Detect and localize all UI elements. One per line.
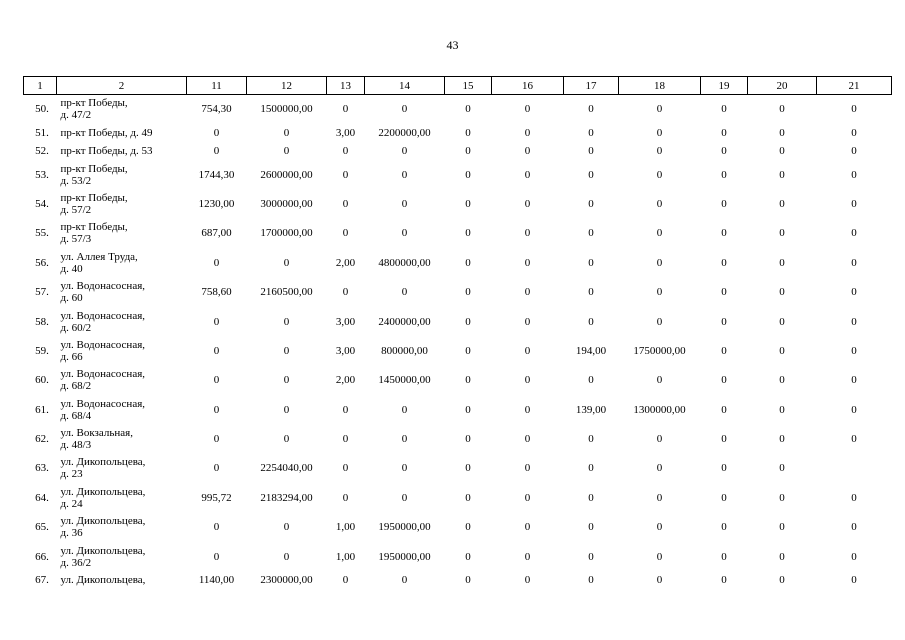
value-cell-17: 0	[588, 126, 594, 139]
value-cell-15: 0	[465, 197, 471, 210]
value-cell-13: 0	[342, 491, 349, 504]
value-cell-16: 0	[524, 144, 531, 157]
value-cell-15: 0	[465, 103, 471, 116]
column-header-19: 19	[701, 77, 748, 95]
value-cell-16: 0	[524, 550, 531, 563]
value-cell-16: 0	[524, 256, 531, 269]
value-cell-15: 0	[465, 344, 471, 357]
value-cell-15: 0	[465, 462, 471, 475]
value-cell-14: 0	[401, 197, 408, 210]
table-row	[24, 542, 892, 571]
value-cell-21: 0	[851, 227, 857, 240]
value-cell-16: 0	[524, 574, 531, 587]
value-cell-11: 687,00	[201, 227, 232, 240]
value-cell-12: 2300000,00	[260, 574, 313, 587]
value-cell-17: 0	[588, 315, 594, 328]
value-cell-20: 0	[779, 403, 785, 416]
value-cell-11: 1140,00	[198, 574, 235, 587]
value-cell-18: 0	[656, 491, 663, 504]
value-cell-15: 0	[465, 168, 471, 181]
value-cell-12: 0	[283, 344, 290, 357]
value-cell-17: 0	[588, 256, 594, 269]
value-cell-21: 0	[851, 197, 857, 210]
table-row	[24, 571, 892, 589]
row-number: 67.	[35, 574, 49, 587]
value-cell-18: 1300000,00	[633, 403, 686, 416]
address-cell: пр-кт Победы, д. 47/2	[60, 97, 128, 122]
value-cell-21: 0	[851, 168, 857, 181]
value-cell-15: 0	[465, 227, 471, 240]
value-cell-12: 0	[283, 315, 290, 328]
value-cell-11: 0	[213, 521, 220, 534]
value-cell-15: 0	[465, 403, 471, 416]
value-cell-11: 0	[213, 126, 220, 139]
value-cell-12: 0	[283, 433, 290, 446]
value-cell-19: 0	[721, 144, 727, 157]
row-number: 54.	[35, 197, 49, 210]
row-number: 60.	[35, 374, 49, 387]
value-cell-12: 2183294,00	[260, 491, 313, 504]
value-cell-15: 0	[465, 256, 471, 269]
value-cell-21: 0	[851, 256, 857, 269]
row-number: 56.	[35, 256, 49, 269]
value-cell-17: 0	[588, 144, 594, 157]
value-cell-16: 0	[524, 227, 531, 240]
value-cell-16: 0	[524, 286, 531, 299]
row-number: 57.	[35, 286, 49, 299]
address-cell: ул. Водонасосная, д. 60/2	[60, 309, 146, 334]
address-cell: пр-кт Победы, д. 53	[60, 144, 153, 157]
value-cell-18: 0	[656, 126, 663, 139]
value-cell-12: 0	[283, 521, 290, 534]
value-cell-11: 0	[213, 550, 220, 563]
value-cell-20: 0	[779, 103, 785, 116]
value-cell-15: 0	[465, 126, 471, 139]
value-cell-14: 0	[401, 144, 408, 157]
value-cell-14: 1950000,00	[378, 550, 431, 563]
value-cell-21: 0	[851, 550, 857, 563]
value-cell-15: 0	[465, 550, 471, 563]
table-body	[24, 95, 892, 590]
address-cell: ул. Дикопольцева, д. 24	[60, 485, 146, 510]
value-cell-14: 800000,00	[381, 344, 428, 357]
value-cell-14: 0	[401, 103, 408, 116]
value-cell-19: 0	[721, 168, 727, 181]
table-row	[24, 336, 892, 365]
value-cell-18: 0	[656, 227, 663, 240]
address-cell: пр-кт Победы, д. 49	[60, 126, 153, 139]
value-cell-12: 0	[283, 256, 290, 269]
value-cell-20: 0	[779, 521, 785, 534]
column-header-11: 11	[187, 77, 247, 95]
value-cell-17: 0	[588, 491, 594, 504]
table-row	[24, 160, 892, 189]
value-cell-11: 0	[213, 144, 220, 157]
table-row	[24, 513, 892, 542]
value-cell-19: 0	[721, 433, 727, 446]
value-cell-12: 0	[283, 126, 290, 139]
value-cell-11: 754,30	[201, 103, 232, 116]
data-table	[23, 76, 892, 589]
value-cell-13: 1,00	[335, 521, 356, 534]
value-cell-14: 0	[401, 403, 408, 416]
value-cell-12: 2254040,00	[260, 462, 313, 475]
value-cell-21: 0	[851, 433, 857, 446]
value-cell-20: 0	[779, 256, 785, 269]
value-cell-16: 0	[524, 433, 531, 446]
value-cell-16: 0	[524, 491, 531, 504]
value-cell-14: 0	[401, 462, 408, 475]
row-number: 64.	[35, 491, 49, 504]
value-cell-14: 2400000,00	[378, 315, 431, 328]
value-cell-21: 0	[851, 521, 857, 534]
page-number: 43	[446, 38, 459, 52]
value-cell-15: 0	[465, 574, 471, 587]
table-row	[24, 95, 892, 124]
value-cell-19: 0	[721, 227, 727, 240]
address-cell: ул. Аллея Труда, д. 40	[60, 250, 138, 275]
table-row	[24, 142, 892, 160]
row-number: 52.	[35, 144, 49, 157]
value-cell-17: 0	[588, 374, 594, 387]
value-cell-13: 0	[342, 103, 349, 116]
value-cell-15: 0	[465, 521, 471, 534]
row-number: 50.	[35, 103, 49, 116]
value-cell-13: 3,00	[335, 126, 356, 139]
table-row	[24, 307, 892, 336]
value-cell-13: 0	[342, 462, 349, 475]
value-cell-17: 0	[588, 168, 594, 181]
value-cell-15: 0	[465, 374, 471, 387]
value-cell-20: 0	[779, 433, 785, 446]
address-cell: ул. Дикопольцева, д. 36	[60, 515, 146, 540]
value-cell-17: 0	[588, 574, 594, 587]
value-cell-16: 0	[524, 168, 531, 181]
column-header-1: 1	[24, 77, 57, 95]
row-number: 63.	[35, 462, 49, 475]
value-cell-18: 0	[656, 197, 663, 210]
value-cell-20: 0	[779, 315, 785, 328]
value-cell-11: 1230,00	[198, 197, 235, 210]
value-cell-15: 0	[465, 433, 471, 446]
value-cell-13: 0	[342, 286, 349, 299]
value-cell-17: 0	[588, 103, 594, 116]
row-number: 65.	[35, 521, 49, 534]
value-cell-12: 2160500,00	[260, 286, 313, 299]
value-cell-19: 0	[721, 126, 727, 139]
value-cell-15: 0	[465, 144, 471, 157]
address-cell: ул. Водонасосная, д. 68/2	[60, 368, 146, 393]
value-cell-14: 0	[401, 574, 408, 587]
value-cell-16: 0	[524, 403, 531, 416]
value-cell-19: 0	[721, 197, 727, 210]
value-cell-19: 0	[721, 256, 727, 269]
column-header-16: 16	[492, 77, 564, 95]
row-number: 51.	[35, 126, 49, 139]
value-cell-15: 0	[465, 315, 471, 328]
value-cell-20: 0	[779, 144, 785, 157]
value-cell-13: 1,00	[335, 550, 356, 563]
row-number: 58.	[35, 315, 49, 328]
value-cell-12: 1700000,00	[260, 227, 313, 240]
value-cell-12: 1500000,00	[260, 103, 313, 116]
value-cell-12: 0	[283, 374, 290, 387]
value-cell-13: 0	[342, 227, 349, 240]
value-cell-16: 0	[524, 126, 531, 139]
table-row	[24, 248, 892, 277]
value-cell-13: 0	[342, 197, 349, 210]
value-cell-13: 0	[342, 433, 349, 446]
column-header-21: 21	[817, 77, 892, 95]
table-row	[24, 189, 892, 218]
value-cell-18: 0	[656, 462, 663, 475]
value-cell-14: 0	[401, 168, 408, 181]
value-cell-15: 0	[465, 286, 471, 299]
value-cell-12: 3000000,00	[260, 197, 313, 210]
column-header-18: 18	[619, 77, 701, 95]
value-cell-13: 2,00	[335, 256, 356, 269]
value-cell-21: 0	[851, 403, 857, 416]
value-cell-12: 2600000,00	[260, 168, 313, 181]
value-cell-11: 0	[213, 344, 220, 357]
value-cell-21: 0	[851, 126, 857, 139]
value-cell-19: 0	[721, 574, 727, 587]
value-cell-12: 0	[283, 403, 290, 416]
column-header-20: 20	[748, 77, 817, 95]
row-number: 55.	[35, 227, 49, 240]
column-header-13: 13	[327, 77, 365, 95]
value-cell-13: 3,00	[335, 315, 356, 328]
address-cell: ул. Дикопольцева,	[60, 574, 146, 587]
value-cell-19: 0	[721, 103, 727, 116]
value-cell-20: 0	[779, 227, 785, 240]
row-number: 59.	[35, 344, 49, 357]
value-cell-17: 0	[588, 550, 594, 563]
value-cell-13: 0	[342, 403, 349, 416]
value-cell-21	[817, 454, 892, 483]
value-cell-14: 1950000,00	[378, 521, 431, 534]
column-header-12: 12	[247, 77, 327, 95]
value-cell-11: 1744,30	[198, 168, 235, 181]
value-cell-20: 0	[779, 286, 785, 299]
value-cell-19: 0	[721, 491, 727, 504]
value-cell-21: 0	[851, 315, 857, 328]
value-cell-17: 0	[588, 521, 594, 534]
value-cell-11: 0	[213, 403, 220, 416]
value-cell-19: 0	[721, 344, 727, 357]
value-cell-17: 0	[588, 227, 594, 240]
value-cell-18: 0	[656, 521, 663, 534]
value-cell-13: 2,00	[335, 374, 356, 387]
value-cell-20: 0	[779, 168, 785, 181]
value-cell-20: 0	[779, 197, 785, 210]
value-cell-14: 0	[401, 286, 408, 299]
value-cell-18: 0	[656, 286, 663, 299]
column-header-2: 2	[57, 77, 187, 95]
table-row	[24, 483, 892, 512]
address-cell: ул. Дикопольцева, д. 36/2	[60, 544, 146, 569]
value-cell-21: 0	[851, 286, 857, 299]
value-cell-16: 0	[524, 521, 531, 534]
value-cell-18: 0	[656, 433, 663, 446]
row-number: 61.	[35, 403, 49, 416]
header-row	[24, 77, 892, 95]
value-cell-17: 0	[588, 462, 594, 475]
address-cell: ул. Вокзальная, д. 48/3	[60, 427, 133, 452]
value-cell-20: 0	[779, 574, 785, 587]
table-row	[24, 277, 892, 306]
value-cell-17: 0	[588, 433, 594, 446]
value-cell-18: 1750000,00	[633, 344, 686, 357]
table-header	[24, 77, 892, 95]
column-header-14: 14	[365, 77, 445, 95]
table-row	[24, 219, 892, 248]
value-cell-12: 0	[283, 550, 290, 563]
value-cell-18: 0	[656, 144, 663, 157]
value-cell-11: 995,72	[201, 491, 232, 504]
value-cell-18: 0	[656, 168, 663, 181]
value-cell-13: 0	[342, 574, 349, 587]
table-row	[24, 366, 892, 395]
value-cell-15: 0	[465, 491, 471, 504]
value-cell-20: 0	[779, 550, 785, 563]
value-cell-14: 0	[401, 227, 408, 240]
value-cell-16: 0	[524, 315, 531, 328]
table-row	[24, 124, 892, 142]
value-cell-19: 0	[721, 462, 727, 475]
value-cell-16: 0	[524, 197, 531, 210]
address-cell: пр-кт Победы, д. 53/2	[60, 162, 128, 187]
value-cell-18: 0	[656, 550, 663, 563]
value-cell-21: 0	[851, 574, 857, 587]
value-cell-20: 0	[779, 344, 785, 357]
value-cell-11: 0	[213, 315, 220, 328]
value-cell-13: 3,00	[335, 344, 356, 357]
value-cell-18: 0	[656, 103, 663, 116]
address-cell: ул. Водонасосная, д. 66	[60, 338, 146, 363]
value-cell-17: 0	[588, 197, 594, 210]
table-row	[24, 395, 892, 424]
address-cell: ул. Водонасосная, д. 68/4	[60, 397, 146, 422]
value-cell-21: 0	[851, 144, 857, 157]
value-cell-11: 758,60	[201, 286, 232, 299]
address-cell: пр-кт Победы, д. 57/3	[60, 221, 128, 246]
value-cell-11: 0	[213, 462, 220, 475]
value-cell-18: 0	[656, 574, 663, 587]
value-cell-21: 0	[851, 491, 857, 504]
value-cell-14: 4800000,00	[378, 256, 431, 269]
value-cell-21: 0	[851, 344, 857, 357]
value-cell-11: 0	[213, 256, 220, 269]
table-row	[24, 454, 892, 483]
value-cell-17: 194,00	[575, 344, 607, 357]
value-cell-11: 0	[213, 374, 220, 387]
value-cell-21: 0	[851, 103, 857, 116]
address-cell: пр-кт Победы, д. 57/2	[60, 191, 128, 216]
value-cell-20: 0	[779, 491, 785, 504]
value-cell-16: 0	[524, 103, 531, 116]
value-cell-13: 0	[342, 168, 349, 181]
value-cell-12: 0	[283, 144, 290, 157]
row-number: 53.	[35, 168, 49, 181]
value-cell-16: 0	[524, 374, 531, 387]
value-cell-18: 0	[656, 315, 663, 328]
value-cell-20: 0	[779, 462, 785, 475]
address-cell: ул. Водонасосная, д. 60	[60, 280, 146, 305]
value-cell-19: 0	[721, 550, 727, 563]
row-number: 62.	[35, 433, 49, 446]
value-cell-19: 0	[721, 521, 727, 534]
value-cell-19: 0	[721, 374, 727, 387]
value-cell-19: 0	[721, 315, 727, 328]
value-cell-17: 139,00	[575, 403, 607, 416]
value-cell-11: 0	[213, 433, 220, 446]
value-cell-18: 0	[656, 374, 663, 387]
value-cell-13: 0	[342, 144, 349, 157]
value-cell-18: 0	[656, 256, 663, 269]
value-cell-20: 0	[779, 374, 785, 387]
value-cell-20: 0	[779, 126, 785, 139]
table-row	[24, 424, 892, 453]
value-cell-14: 0	[401, 491, 408, 504]
value-cell-14: 2200000,00	[378, 126, 431, 139]
value-cell-21: 0	[851, 374, 857, 387]
column-header-15: 15	[445, 77, 492, 95]
value-cell-16: 0	[524, 344, 531, 357]
row-number: 66.	[35, 550, 49, 563]
value-cell-16: 0	[524, 462, 531, 475]
value-cell-19: 0	[721, 286, 727, 299]
value-cell-17: 0	[588, 286, 594, 299]
value-cell-14: 0	[401, 433, 408, 446]
value-cell-14: 1450000,00	[378, 374, 431, 387]
column-header-17: 17	[564, 77, 619, 95]
address-cell: ул. Дикопольцева, д. 23	[60, 456, 146, 481]
value-cell-19: 0	[721, 403, 727, 416]
